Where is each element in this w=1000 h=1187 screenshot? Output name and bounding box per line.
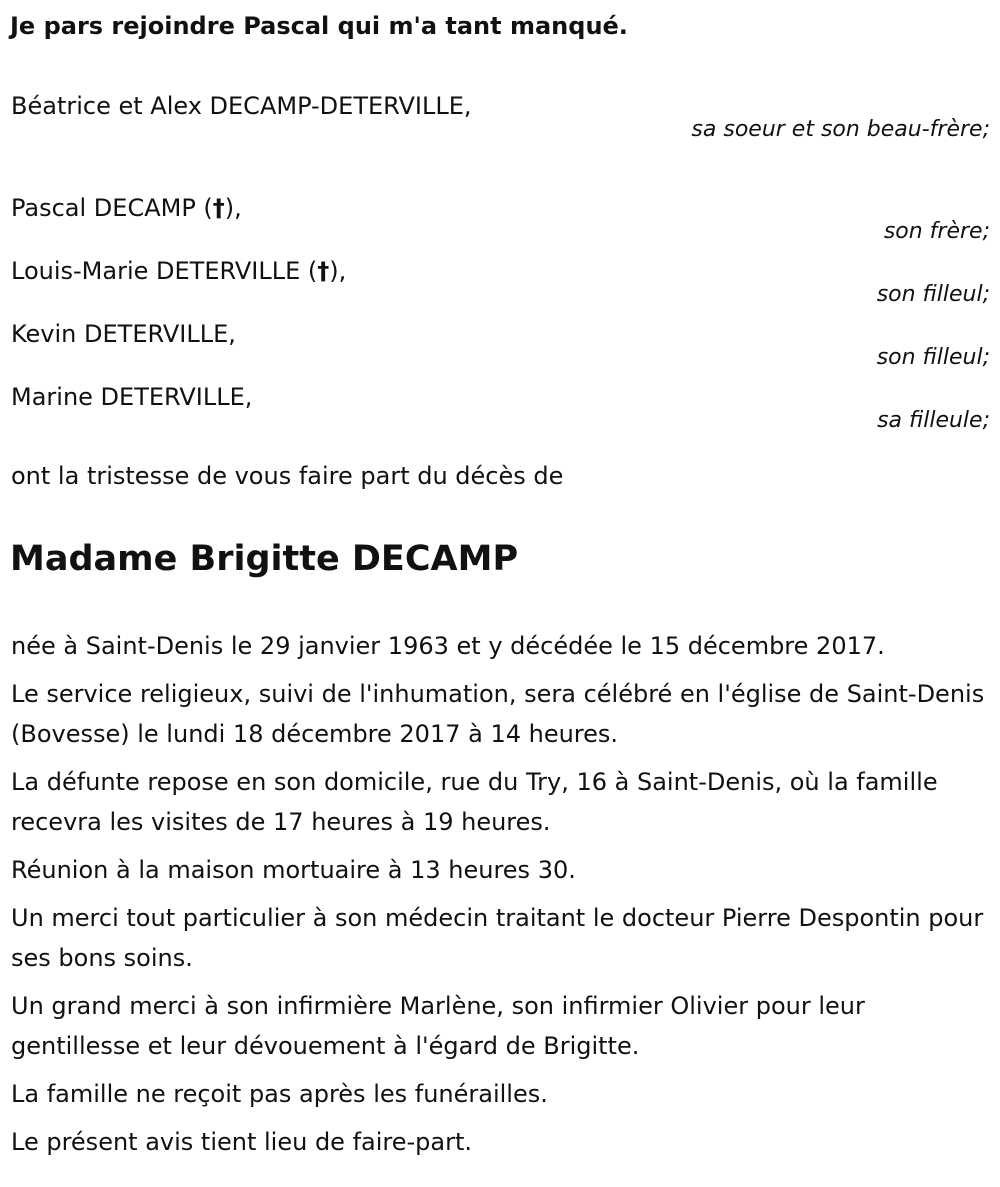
notice-paragraph: La famille ne reçoit pas après les funérailles. bbox=[11, 1080, 548, 1108]
family-member-name bbox=[11, 255, 346, 287]
deceased-name: Madame Brigitte DECAMP bbox=[10, 539, 519, 579]
notice-paragraph: Un grand merci à son infirmière Marlène, son infirmier Olivier pour leur gentillesse et leur dévouement à l'égard de Brigitte. bbox=[11, 992, 865, 1060]
notice-paragraph: née à Saint-Denis le 29 janvier 1963 et y décédée le 15 décembre 2017. bbox=[11, 632, 885, 660]
notice-paragraph: Le service religieux, suivi de l'inhumation, sera célébré en l'église de Saint-Denis (Bovesse) le lundi 18 décembre 2017 à 14 heures. bbox=[11, 680, 985, 748]
notice-paragraph: Un merci tout particulier à son médecin traitant le docteur Pierre Despontin pour ses bons soins. bbox=[11, 904, 984, 972]
family-member-name: Kevin DETERVILLE, bbox=[11, 320, 236, 348]
family-member-relation: son filleul; bbox=[876, 345, 990, 370]
notice-body bbox=[11, 626, 986, 1170]
notice-paragraph: Le présent avis tient lieu de faire-part. bbox=[11, 1128, 473, 1156]
cross-icon: † bbox=[317, 257, 330, 285]
cross-icon: † bbox=[212, 194, 225, 222]
intro-text: ont la tristesse de vous faire part du décès de bbox=[11, 462, 564, 490]
family-member-name bbox=[11, 192, 242, 224]
family-member-relation: son frère; bbox=[883, 219, 990, 244]
name-suffix: ), bbox=[224, 194, 242, 222]
name-prefix: Louis-Marie DETERVILLE ( bbox=[11, 257, 318, 285]
family-member-name: Marine DETERVILLE, bbox=[11, 383, 253, 411]
notice-paragraph: Réunion à la maison mortuaire à 13 heures 30. bbox=[11, 856, 576, 884]
family-member-relation: son filleul; bbox=[876, 282, 990, 307]
notice-paragraph: La défunte repose en son domicile, rue du Try, 16 à Saint-Denis, où la famille recevra les visites de 17 heures à 19 heures. bbox=[11, 768, 938, 836]
family-member-relation: sa filleule; bbox=[877, 408, 990, 433]
family-member-relation: sa soeur et son beau-frère; bbox=[691, 117, 990, 142]
name-suffix: ), bbox=[329, 257, 347, 285]
name-prefix: Pascal DECAMP ( bbox=[11, 194, 213, 222]
epigraph: Je pars rejoindre Pascal qui m'a tant manqué. bbox=[10, 12, 628, 40]
family-member-name: Béatrice et Alex DECAMP-DETERVILLE, bbox=[11, 92, 472, 120]
